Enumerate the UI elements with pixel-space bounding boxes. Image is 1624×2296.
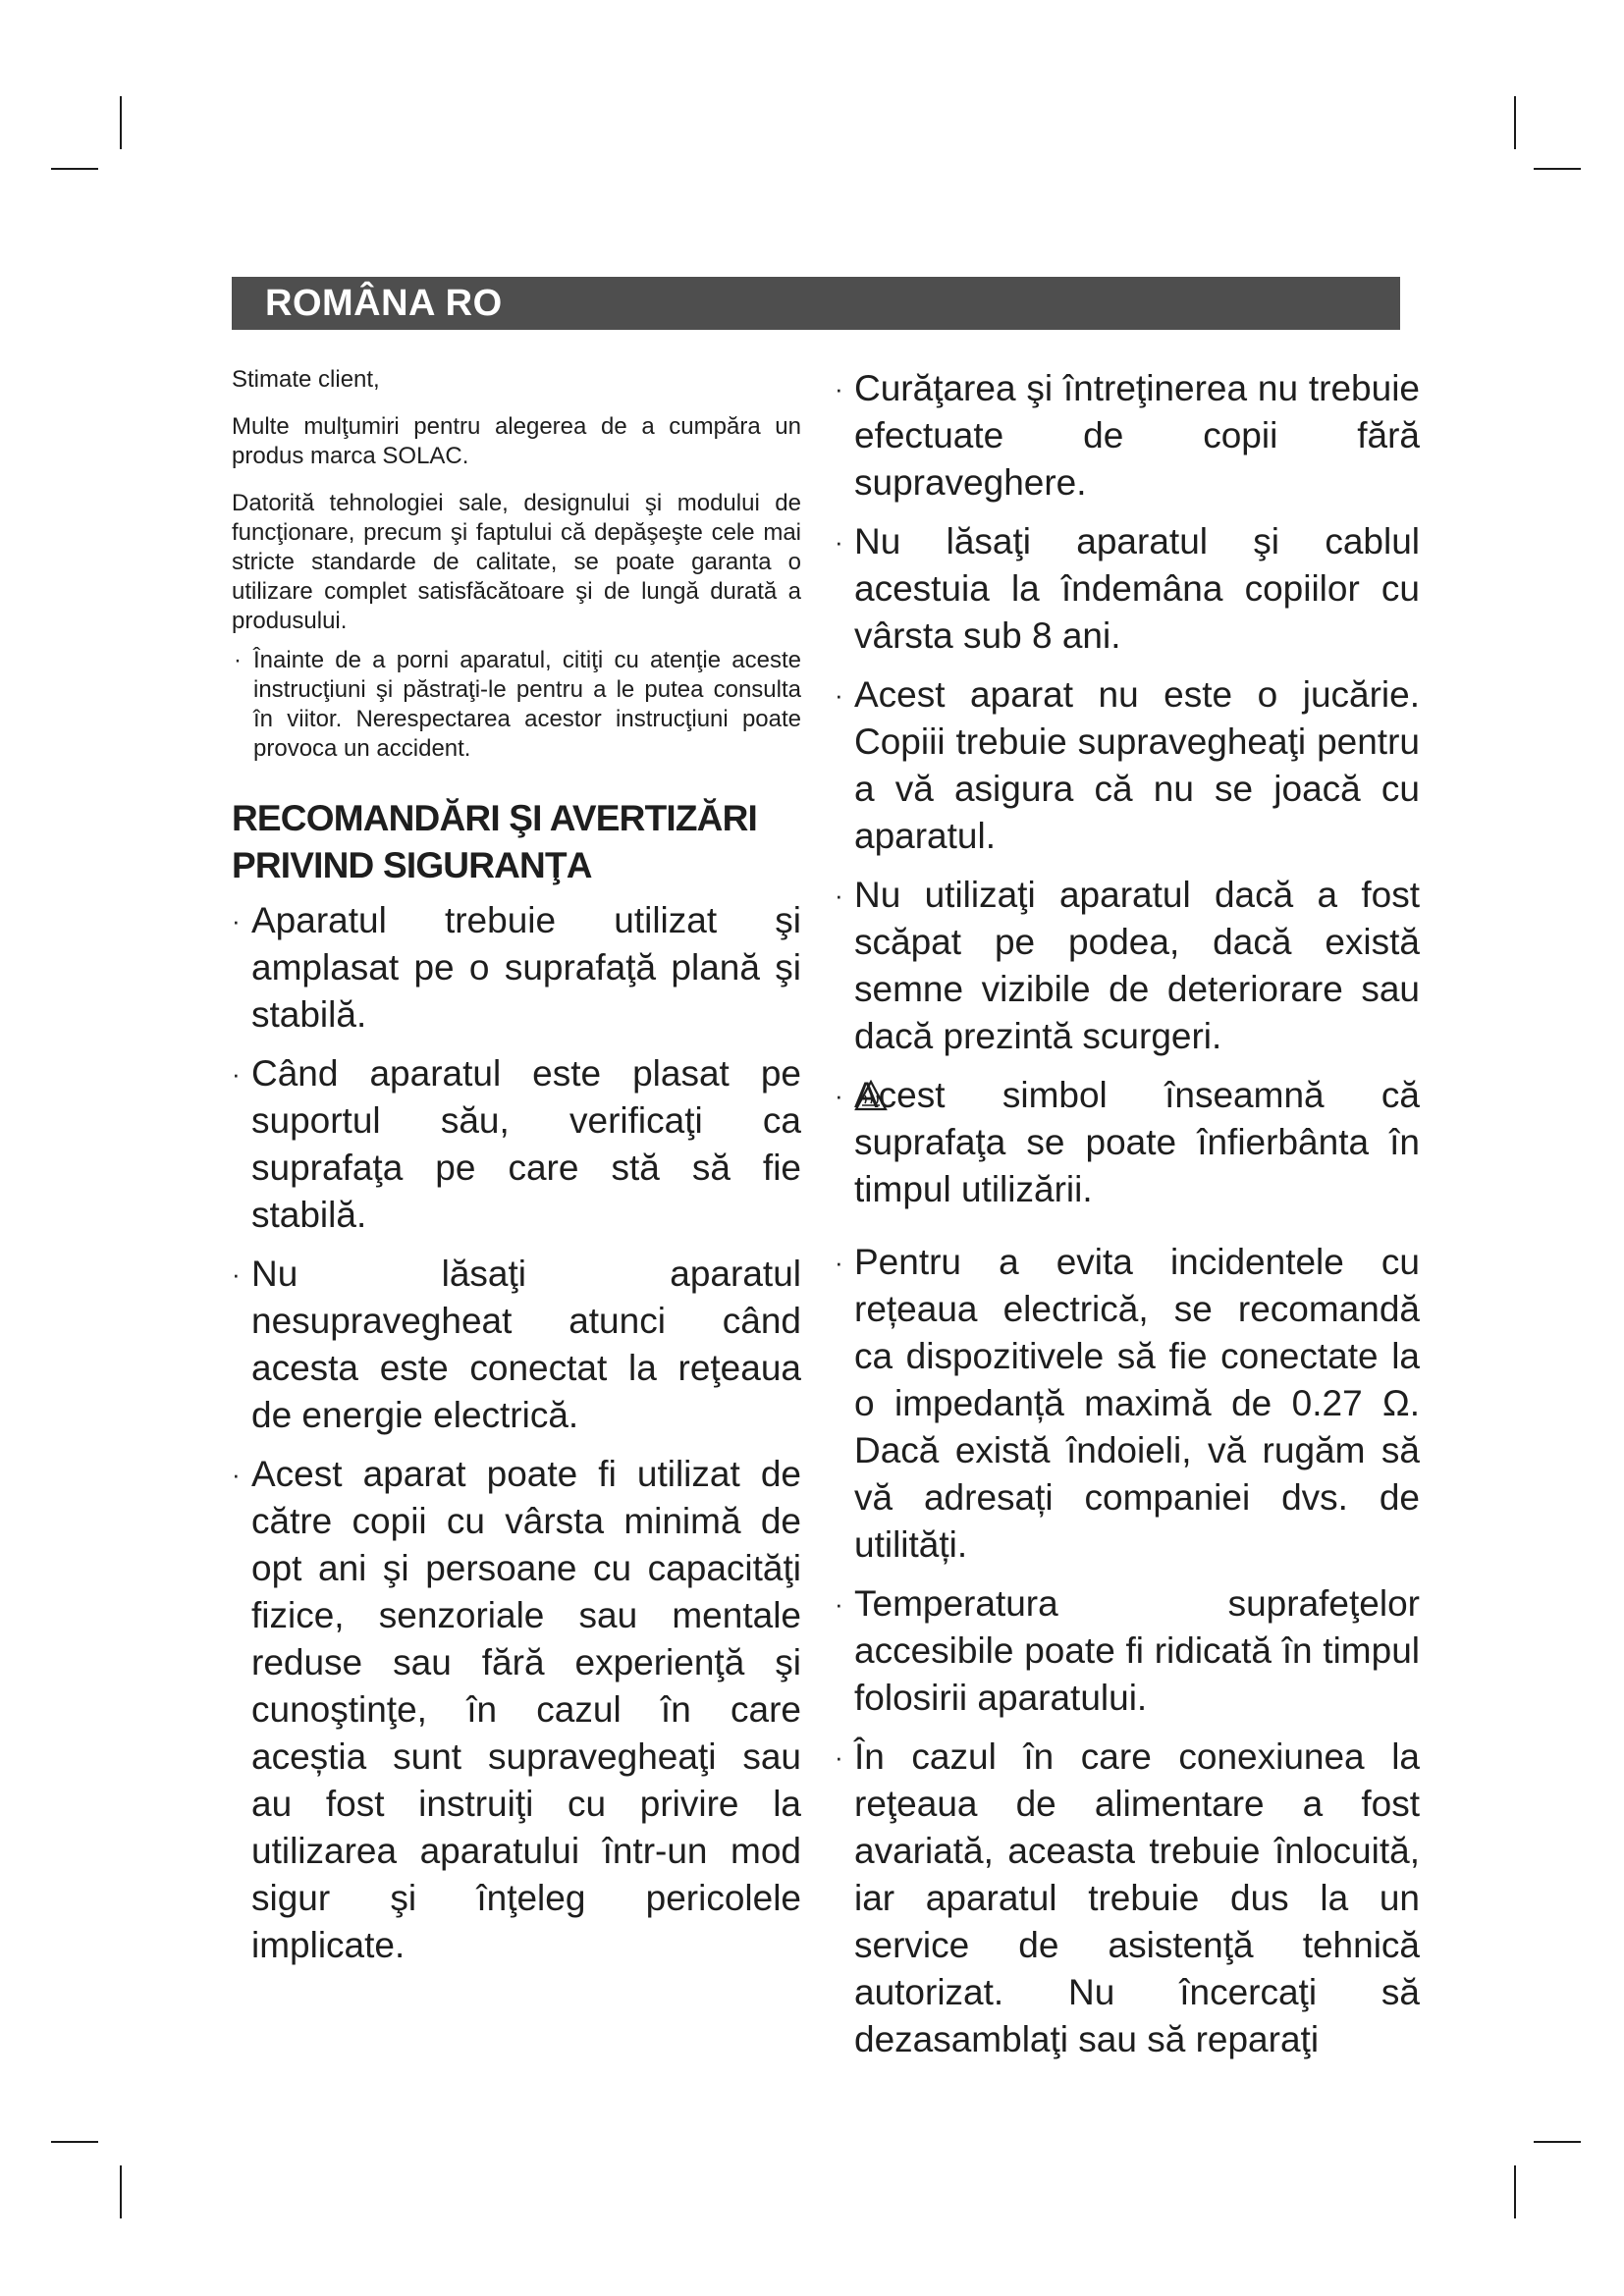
safety-section-title: RECOMANDĂRI ŞI AVERTIZĂRI PRIVIND SIGURANŢA: [232, 798, 758, 885]
bullet-dot: ·: [232, 1259, 241, 1289]
safety-item: [835, 365, 1420, 507]
bullet-dot: ·: [234, 647, 242, 673]
safety-item-text: Nu lăsaţi aparatul nesupravegheat atunci când acesta este conectat la reţeaua de energie electrică.: [251, 1254, 801, 1435]
safety-item: [232, 897, 801, 1039]
safety-item: [835, 671, 1420, 860]
crop-mark-bottom-left-horizontal: [51, 2141, 98, 2143]
safety-item: [835, 1239, 1420, 1569]
safety-item-text: Curăţarea şi întreţinerea nu trebuie efectuate de copii fără supraveghere.: [854, 368, 1420, 503]
bullet-dot: ·: [232, 906, 241, 935]
safety-item: [835, 872, 1420, 1060]
crop-mark-top-left-horizontal: [51, 168, 98, 170]
safety-item-text: Nu lăsaţi aparatul şi cablul acestuia la îndemâna copiilor cu vârsta sub 8 ani.: [854, 521, 1420, 656]
right-column: [835, 365, 1420, 2075]
hot-surface-warning-icon: [854, 1080, 888, 1111]
safety-item: [835, 1580, 1420, 1722]
safety-item: [835, 518, 1420, 660]
bullet-dot: ·: [232, 1460, 241, 1489]
language-label: ROMÂNA RO: [265, 283, 503, 324]
crop-mark-top-right-horizontal: [1534, 168, 1581, 170]
crop-mark-top-right-vertical: [1514, 96, 1516, 149]
bullet-dot: ·: [232, 1059, 241, 1089]
safety-item-text: Acest aparat nu este o jucărie. Copiii trebuie supravegheaţi pentru a vă asigura că nu se joacă cu aparatul.: [854, 674, 1420, 856]
bullet-dot: ·: [835, 881, 843, 910]
safety-item-text: Acest aparat poate fi utilizat de către copii cu vârsta minimă de opt ani şi persoane cu capacităţi fizice, senzoriale sau mentale reduse sau fără experienţă şi cunoştinţe, în cazul în care aceștia sunt supravegheaţi sau au fost instruiţi cu privire la utilizarea aparatului într-un mod sigur şi înţeleg pericolele implicate.: [251, 1454, 801, 1965]
safety-item-text: Când aparatul este plasat pe suportul său, verificaţi ca suprafaţa pe care stă să fie stabilă.: [251, 1053, 801, 1235]
bullet-dot: ·: [835, 680, 843, 710]
safety-item-text: Aparatul trebuie utilizat şi amplasat pe o suprafaţă plană şi stabilă.: [251, 900, 801, 1035]
safety-item-text: Temperatura suprafeţelor accesibile poate fi ridicată în timpul folosirii aparatului.: [854, 1583, 1420, 1718]
safety-item: [232, 1451, 801, 1969]
bullet-dot: ·: [835, 1081, 843, 1110]
safety-item-hot-surface: [835, 1072, 1420, 1213]
language-header-bar: [232, 277, 1400, 330]
bullet-dot: ·: [835, 1589, 843, 1619]
bullet-dot: ·: [835, 374, 843, 403]
crop-mark-bottom-right-vertical: [1514, 2165, 1516, 2218]
read-instructions-text: Înainte de a porni aparatul, citiţi cu atenţie aceste instrucţiuni şi păstraţi-le pentru a le putea consulta în viitor. Nerespectarea acestor instrucţiuni poate provoca un accident.: [253, 647, 801, 762]
thanks-paragraph: Multe mulţumiri pentru alegerea de a cumpăra un produs marca SOLAC.: [232, 413, 801, 469]
left-column: [232, 365, 801, 1981]
safety-item-text: Nu utilizaţi aparatul dacă a fost scăpat pe podea, dacă există semne vizibile de deteriorare sau dacă prezintă scurgeri.: [854, 875, 1420, 1056]
crop-mark-bottom-right-horizontal: [1534, 2141, 1581, 2143]
safety-item: [232, 1251, 801, 1439]
safety-item-text: Acest simbol înseamnă că suprafaţa se poate înfierbânta în timpul utilizării.: [854, 1075, 1420, 1209]
safety-item-text: Pentru a evita incidentele cu rețeaua electrică, se recomandă ca dispozitivele să fie conectate la o impedanță maximă de 0.27 Ω. Dacă există îndoieli, vă rugăm să vă adresați companiei dvs. de utilități.: [854, 1242, 1420, 1565]
safety-item: [835, 1734, 1420, 2063]
crop-mark-top-left-vertical: [120, 96, 122, 149]
crop-mark-bottom-left-vertical: [120, 2165, 122, 2218]
safety-item: [232, 1050, 801, 1239]
technology-paragraph: Datorită tehnologiei sale, designului şi modului de funcţionare, precum şi faptului că depăşeşte cele mai stricte standarde de calitate, se poate garanta o utilizare complet satisfăcătoare şi de lungă durată a produsului.: [232, 490, 801, 634]
safety-item-text: În cazul în care conexiunea la reţeaua de alimentare a fost avariată, aceasta trebuie înlocuită, iar aparatul trebuie dus la un service de asistenţă tehnică autorizat. Nu încercaţi să dezasamblaţi sau să reparaţi: [854, 1736, 1420, 2059]
read-instructions-item: [232, 646, 801, 764]
greeting: Stimate client,: [232, 366, 380, 393]
bullet-dot: ·: [835, 1248, 843, 1277]
bullet-dot: ·: [835, 527, 843, 557]
bullet-dot: ·: [835, 1742, 843, 1772]
